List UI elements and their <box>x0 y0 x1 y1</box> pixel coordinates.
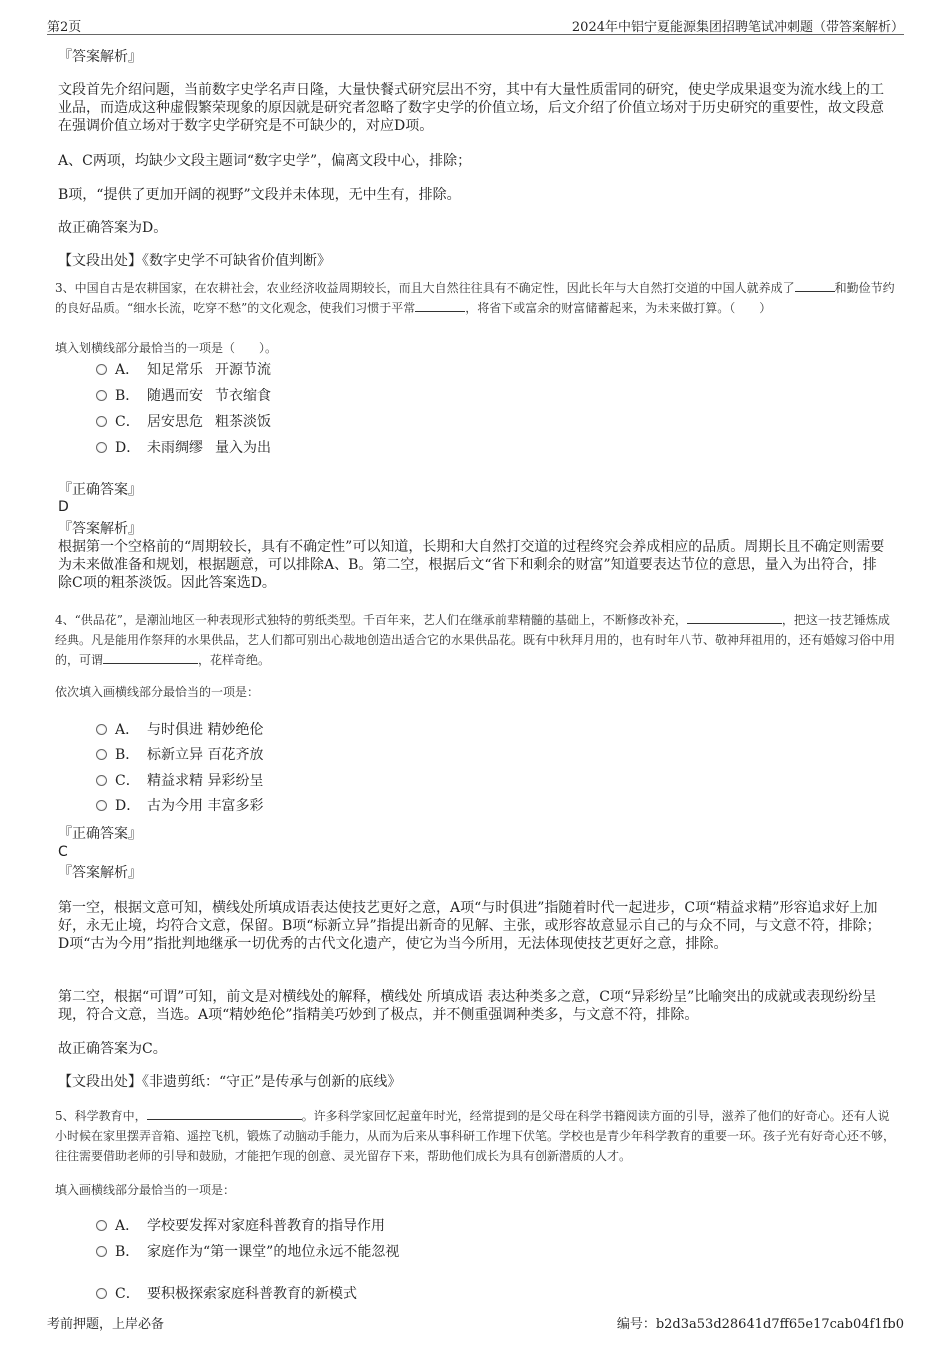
radio-icon[interactable] <box>96 1288 107 1299</box>
q4-option-a[interactable]: A． 与时俱进 精妙绝伦 <box>96 721 263 739</box>
radio-icon[interactable] <box>96 775 107 786</box>
q4-source: 【文段出处】《非遗剪纸：“守正”是传承与创新的底线》 <box>58 1074 402 1090</box>
q4-analysis-p1: 第一空，根据文意可知，横线处所填成语表达使技艺更好之意，A项“与时俱进”指随着时代一起进步，C项“精益求精”形容追求好上加好，永无止境，均符合文意，保留。B项“标新立异”指提出新奇的见解、主张，或形容故意显示自己的与众不同，与文意不符，排除；D项“古为今用”指批判地继承一切优秀的古代文化遗产，使它为当今所用，无法体现使技艺更好之意，排除。 <box>58 900 881 952</box>
radio-icon[interactable] <box>96 364 107 375</box>
q3-analysis-label: 『答案解析』 <box>58 521 142 537</box>
q5-stem: 5、科学教育中， 。许多科学家回忆起童年时光，经常提到的是父母在科学书籍阅读方面的引导，滋养了他们的好奇心。还有人说小时候在家里摆弄音箱、遥控飞机，锻炼了动脑动手能力，从而为后来从事科研工作埋下伏笔。学校也是青少年科学教育的重要一环。孩子光有好奇心还不够，往往需要借助老师的引导和鼓励，才能把乍现的创意、灵光留存下来，帮助他们成长为具有创新潜质的人才。 <box>55 1106 895 1166</box>
q3-stem: 3、中国自古是农耕国家，在农耕社会，农业经济收益周期较长，而且大自然往往具有不确定性，因此长年与大自然打交道的中国人就养成了 和勤俭节约的良好品质。“细水长流，吃穿不愁”的文化观念，使我们习惯于平常 ，将省下或富余的财富储蓄起来，为未来做打算。（ ） <box>55 278 895 318</box>
q4-option-c[interactable]: C． 精益求精 异彩纷呈 <box>96 772 263 790</box>
q3-correct-label: 『正确答案』 <box>58 482 142 498</box>
q5-option-b[interactable]: B． 家庭作为“第一课堂”的地位永远不能忽视 <box>96 1243 399 1261</box>
page-footer <box>47 1313 904 1332</box>
q3-prompt: 填入划横线部分最恰当的一项是（ ）。 <box>55 341 278 355</box>
q2-analysis-p3: B项，“提供了更加开阔的视野”文段并未体现，无中生有，排除。 <box>58 187 461 203</box>
q4-analysis-label: 『答案解析』 <box>58 865 142 881</box>
q2-analysis-p1: 文段首先介绍问题，当前数字史学名声日隆，大量快餐式研究层出不穷，其中有大量性质雷同的研究，使史学成果退变为流水线上的工业品，而造成这种虚假繁荣现象的原因就是研究者忽略了数字史学的价值立场，后文介绍了价值立场对于历史研究的重要性，故文段意在强调价值立场对于数字史学研究是不可缺少的，对应D项。 <box>58 82 884 134</box>
q4-correct-label: 『正确答案』 <box>58 826 142 842</box>
q2-analysis-label: 『答案解析』 <box>58 49 142 65</box>
radio-icon[interactable] <box>96 724 107 735</box>
q4-analysis-p2: 第二空，根据“可谓”可知，前文是对横线处的解释，横线处 所填成语 表达种类多之意，C项“异彩纷呈”比喻突出的成就或表现纷纷呈现，符合文意，当选。A项“精妙绝伦”指精美巧妙到了极点，并不侧重强调种类多，与文意不符，排除。 <box>58 989 877 1023</box>
radio-icon[interactable] <box>96 442 107 453</box>
q2-source: 【文段出处】《数字史学不可缺省价值判断》 <box>58 253 331 269</box>
q4-option-b[interactable]: B． 标新立异 百花齐放 <box>96 746 263 764</box>
q4-prompt: 依次填入画横线部分最恰当的一项是： <box>55 685 260 699</box>
q3-analysis: 根据第一个空格前的“周期较长，具有不确定性”可以知道，长期和大自然打交道的过程终究会养成相应的品质。周期长且不确定则需要为未来做准备和规划，根据题意，可以排除A、B。第二空，根据后文“省下和剩余的财富”知道要表达节位的意思，量入为出符合，排除C项的粗茶淡饭。因此答案选D。 <box>58 539 885 591</box>
footer-slogan: 考前押题，上岸必备 <box>47 1317 165 1332</box>
q2-analysis-p4: 故正确答案为D。 <box>58 220 168 236</box>
q4-option-d[interactable]: D． 古为今用 丰富多彩 <box>96 797 263 815</box>
radio-icon[interactable] <box>96 749 107 760</box>
q4-analysis-p3: 故正确答案为C。 <box>58 1041 167 1057</box>
q5-option-a[interactable]: A． 学校要发挥对家庭科普教育的指导作用 <box>96 1217 385 1235</box>
q3-option-a[interactable]: A． 知足常乐 开源节流 <box>96 361 271 379</box>
q2-analysis-p2: A、C两项，均缺少文段主题词“数字史学”，偏离文段中心，排除； <box>58 153 472 169</box>
q3-option-b[interactable]: B． 随遇而安 节衣缩食 <box>96 387 271 405</box>
q3-option-c[interactable]: C． 居安思危 粗茶淡饭 <box>96 413 271 431</box>
doc-title: 2024年中铝宁夏能源集团招聘笔试冲刺题（带答案解析） <box>571 20 904 35</box>
q5-prompt: 填入画横线部分最恰当的一项是： <box>55 1183 236 1197</box>
footer-serial: 编号：b2d3a53d28641d7ff65e17cab04f1fb0 <box>616 1317 904 1332</box>
page-number: 第2页 <box>47 20 82 35</box>
radio-icon[interactable] <box>96 416 107 427</box>
radio-icon[interactable] <box>96 1246 107 1257</box>
radio-icon[interactable] <box>96 390 107 401</box>
q3-answer: D <box>58 499 69 515</box>
q4-answer: C <box>58 844 68 860</box>
page-header <box>47 14 904 35</box>
q3-option-d[interactable]: D． 未雨绸缪 量入为出 <box>96 439 271 457</box>
q4-stem: 4、“供品花”，是潮汕地区一种表现形式独特的剪纸类型。千百年来，艺人们在继承前辈精髓的基础上，不断修改补充， ，把这一技艺锤炼成经典。凡是能用作祭拜的水果供品，艺人们都可别出心裁地创造出适合它的水果供品花。既有中秋拜月用的，也有时年八节、敬神拜祖用的，还有婚嫁习俗中用的，可谓 ，花样奇绝。 <box>55 610 895 670</box>
q5-option-c[interactable]: C． 要积极探索家庭科普教育的新模式 <box>96 1285 357 1303</box>
radio-icon[interactable] <box>96 1220 107 1231</box>
radio-icon[interactable] <box>96 800 107 811</box>
